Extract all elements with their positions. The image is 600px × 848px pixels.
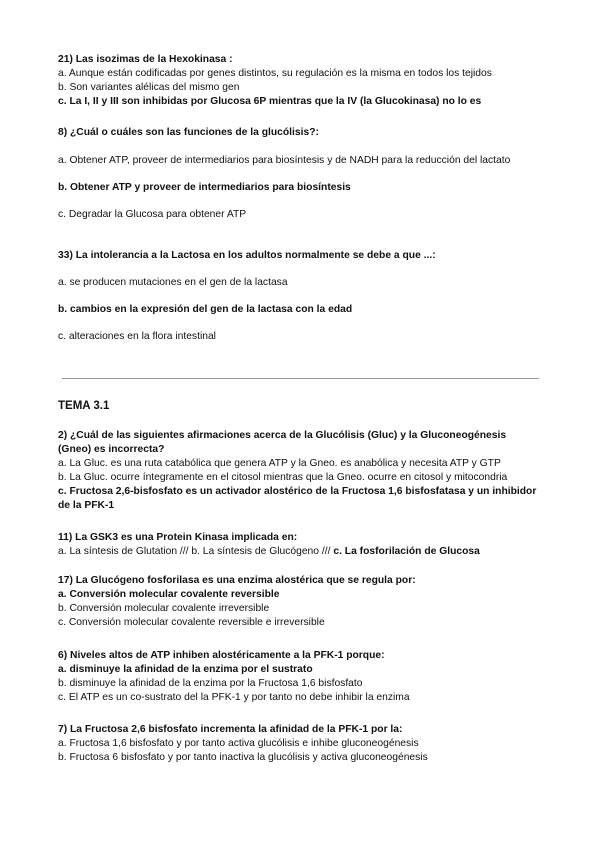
question-8 xyxy=(58,126,542,222)
option-c-correct: c. La I, II y III son inhibidas por Glucosa 6P mientras que la IV (la Glucokinasa) no lo es xyxy=(58,96,482,107)
option-b: b. Conversión molecular covalente irreversible xyxy=(58,603,270,614)
option-b: b. Fructosa 6 bisfosfato y por tanto inactiva la glucólisis y activa gluconeogénesis xyxy=(58,752,428,763)
option-a: a. La Gluc. es una ruta catabólica que genera ATP y la Gneo. es anabólica y necesita ATP y GTP xyxy=(58,458,501,469)
option-a: a. se producen mutaciones en el gen de la lactasa xyxy=(58,277,288,288)
question-title: 33) La intolerancia a la Lactosa en los adultos normalmente se debe a que ...: xyxy=(58,250,436,261)
option-c: c. El ATP es un co-sustrato del la PFK-1 y por tanto no debe inhibir la enzima xyxy=(58,692,410,703)
option-a: a. Aunque están codificadas por genes distintos, su regulación es la misma en todos los tejidos xyxy=(58,68,492,79)
option-b: b. La Gluc. ocurre íntegramente en el citosol mientras que la Gneo. ocurre en citosol y mitocondria xyxy=(58,472,508,483)
option-c: c. Degradar la Glucosa para obtener ATP xyxy=(58,209,247,220)
question-17 xyxy=(58,574,542,630)
question-title: 11) La GSK3 es una Protein Kinasa implicada en: xyxy=(58,532,298,543)
question-7 xyxy=(58,723,542,765)
question-6 xyxy=(58,649,542,705)
option-a: a. Fructosa 1,6 bisfosfato y por tanto activa glucólisis e inhibe gluconeogénesis xyxy=(58,738,419,749)
question-title: 8) ¿Cuál o cuáles son las funciones de la glucólisis?: xyxy=(58,127,319,138)
options-a-b: a. La síntesis de Glutation /// b. La síntesis de Glucógeno /// xyxy=(58,546,331,557)
option-b-correct: b. cambios en la expresión del gen de la lactasa con la edad xyxy=(58,304,353,315)
option-b-correct: b. Obtener ATP y proveer de intermediarios para biosíntesis xyxy=(58,182,351,193)
question-title: 6) Niveles altos de ATP inhiben alostéricamente a la PFK-1 porque: xyxy=(58,650,385,661)
option-b: b. Son variantes alélicas del mismo gen xyxy=(58,82,240,93)
question-title: 7) La Fructosa 2,6 bisfosfato incrementa la afinidad de la PFK-1 por la: xyxy=(58,724,403,735)
question-11 xyxy=(58,531,542,559)
question-title: 2) ¿Cuál de las siguientes afirmaciones acerca de la Glucólisis (Gluc) y la Gluconeogénesis (Gneo) es incorrecta? xyxy=(58,430,507,455)
option-a-correct: a. disminuye la afinidad de la enzima por el sustrato xyxy=(58,664,313,675)
option-a-correct: a. Conversión molecular covalente reversible xyxy=(58,589,280,600)
question-21 xyxy=(58,53,542,109)
option-c-correct: c. La fosforilación de Glucosa xyxy=(333,546,480,557)
options-line xyxy=(58,545,542,559)
option-a: a. Obtener ATP, proveer de intermediarios para biosíntesis y de NADH para la reducción del lactato xyxy=(58,155,511,166)
option-c: c. Conversión molecular covalente reversible e irreversible xyxy=(58,617,325,628)
option-c-correct: c. Fructosa 2,6-bisfosfato es un activador alostérico de la Fructosa 1,6 bisfosfatasa y un inhibidor de la PFK-1 xyxy=(58,486,537,511)
question-title: 17) La Glucógeno fosforilasa es una enzima alostérica que se regula por: xyxy=(58,575,416,586)
question-title: 21) Las isozimas de la Hexokinasa : xyxy=(58,54,233,65)
section-heading: TEMA 3.1 xyxy=(58,400,110,412)
question-2 xyxy=(58,429,542,513)
question-33 xyxy=(58,249,542,344)
option-c: c. alteraciones en la flora intestinal xyxy=(58,331,216,342)
option-b: b. disminuye la afinidad de la enzima por la Fructosa 1,6 bisfosfato xyxy=(58,678,363,689)
section-divider xyxy=(62,378,539,379)
